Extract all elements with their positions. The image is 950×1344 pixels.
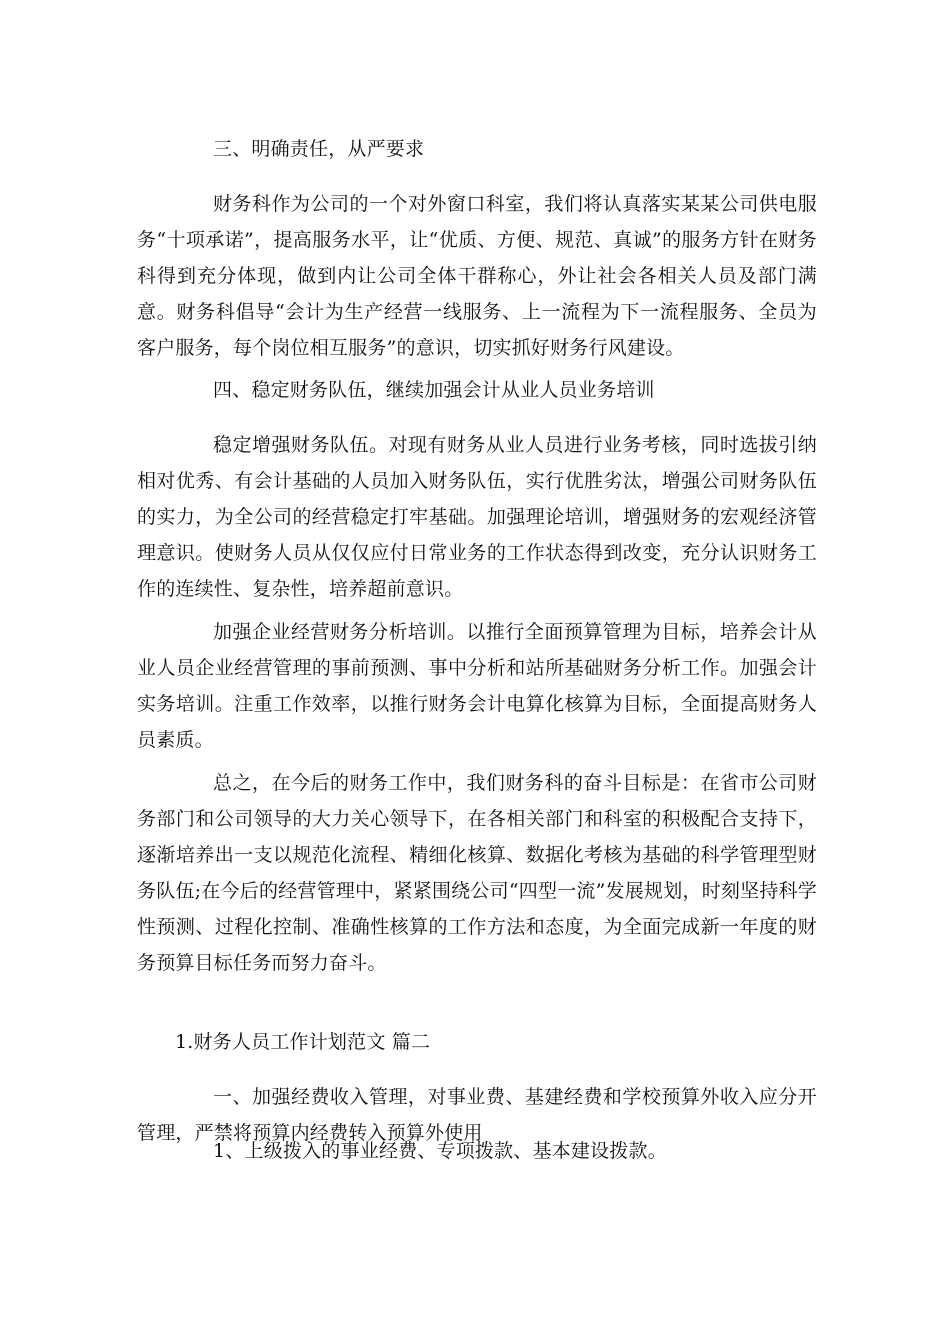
paragraph-funding-management: 一、加强经费收入管理，对事业费、基建经费和学校预算外收入应分开管理，严禁将预算内经费转入预算外使用 (137, 1086, 817, 1144)
paragraph-team-stability: 稳定增强财务队伍。对现有财务从业人员进行业务考核，同时选拔引纳相对优秀、有会计基础的人员加入财务队伍，实行优胜劣汰，增强公司财务队伍的实力，为全公司的经营稳定打牢基础。加强理论培训，增强财务的宏观经济管理意识。使财务人员从仅仅应付日常业务的工作状态得到改变，充分认识财务工作的连续性、复杂性，培养超前意识。 (137, 434, 817, 600)
section-heading-3: 三、明确责任，从严要求 (213, 138, 425, 160)
article-title-2: 1.财务人员工作计划范文 篇二 (175, 1031, 431, 1053)
section-heading-4: 四、稳定财务队伍，继续加强会计从业人员业务培训 (213, 379, 655, 401)
paragraph-service-commitment: 财务科作为公司的一个对外窗口科室，我们将认真落实某某公司供电服务“十项承诺”，提高服务水平，让“优质、方便、规范、真诚”的服务方针在财务科得到充分体现，做到内让公司全体干群称心，外让社会各相关人员及部门满意。财务科倡导“会计为生产经营一线服务、上一流程为下一流程服务、全员为客户服务，每个岗位相互服务”的意识，切实抓好财务行风建设。 (137, 193, 817, 359)
paragraph-analysis-training: 加强企业经营财务分析培训。以推行全面预算管理为目标，培养会计从业人员企业经营管理的事前预测、事中分析和站所基础财务分析工作。加强会计实务培训。注重工作效率，以推行财务会计电算化核算为目标，全面提高财务人员素质。 (137, 621, 817, 751)
list-item-1: 1、上级拨入的事业经费、专项拨款、基本建设拨款。 (213, 1140, 667, 1162)
paragraph-summary: 总之，在今后的财务工作中，我们财务科的奋斗目标是：在省市公司财务部门和公司领导的大力关心领导下，在各相关部门和科室的积极配合支持下，逐渐培养出一支以规范化流程、精细化核算、数据化考核为基础的科学管理型财务队伍;在今后的经营管理中，紧紧围绕公司“四型一流”发展规划，时刻坚持科学性预测、过程化控制、准确性核算的工作方法和态度，为全面完成新一年度的财务预算目标任务而努力奋斗。 (137, 772, 817, 974)
